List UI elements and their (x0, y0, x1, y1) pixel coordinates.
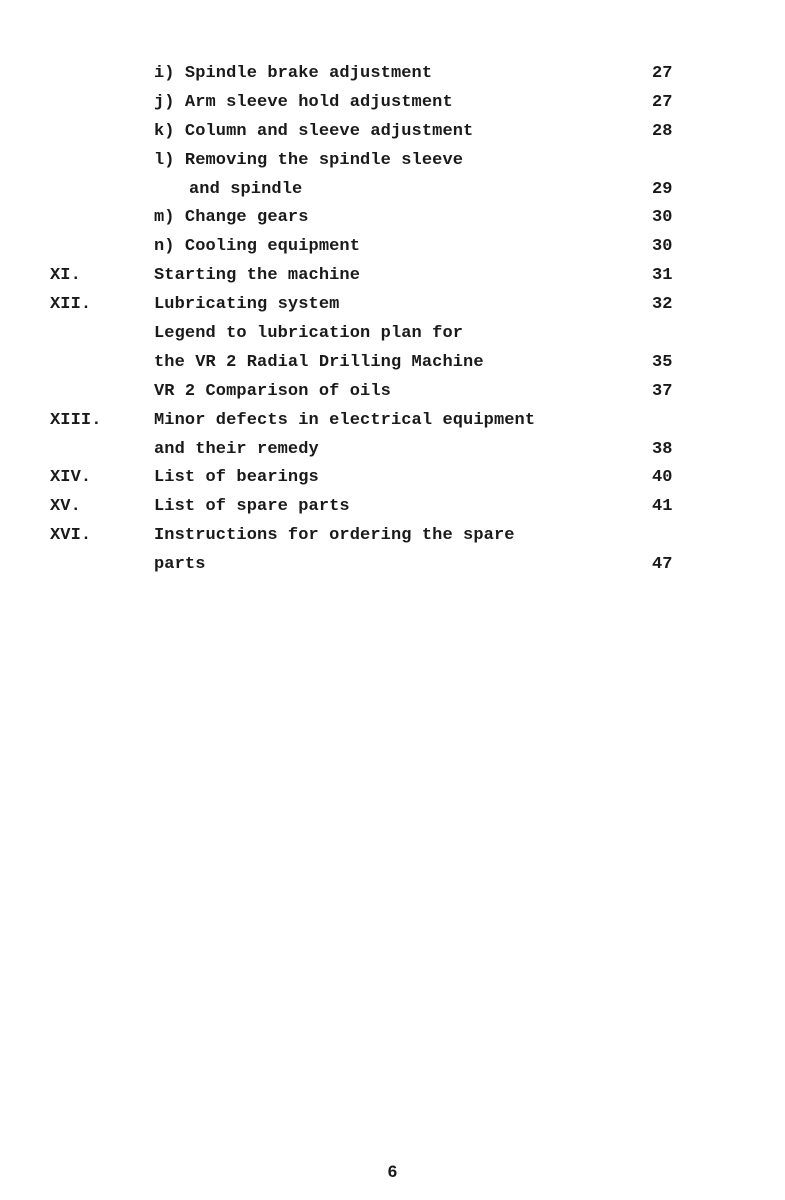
table-of-contents (0, 60, 785, 580)
toc-entry-page: 47 (652, 555, 673, 575)
toc-entry-page: 41 (652, 497, 673, 517)
toc-entry-page: 32 (652, 295, 673, 315)
toc-entry-title: Lubricating system (154, 295, 340, 315)
toc-entry (0, 262, 785, 291)
toc-entry-page: 29 (652, 179, 673, 199)
toc-entry (0, 407, 785, 436)
toc-entry (0, 60, 785, 89)
toc-entry (0, 147, 785, 176)
toc-entry-title: List of spare parts (154, 497, 350, 517)
page-number: 6 (387, 1162, 398, 1181)
toc-entry-page: 35 (652, 352, 673, 372)
toc-entry-page: 30 (652, 237, 673, 257)
toc-entry (0, 320, 785, 349)
toc-entry-number: XVI. (50, 526, 92, 546)
toc-entry-title: and spindle (189, 179, 303, 199)
toc-entry-title: n) Cooling equipment (154, 237, 361, 257)
toc-entry-page: 38 (652, 439, 673, 459)
toc-entry-title: k) Column and sleeve adjustment (154, 121, 474, 141)
toc-entry-title: Instructions for ordering the spare (154, 526, 515, 546)
toc-entry-page: 37 (652, 381, 673, 401)
toc-entry (0, 378, 785, 407)
toc-entry (0, 233, 785, 262)
toc-entry-title: Legend to lubrication plan for (154, 324, 464, 344)
toc-entry (0, 436, 785, 465)
toc-entry-page: 40 (652, 468, 673, 488)
toc-entry (0, 176, 785, 205)
toc-entry-title: and their remedy (154, 439, 319, 459)
toc-entry-title: VR 2 Comparison of oils (154, 381, 391, 401)
toc-entry-number: XIV. (50, 468, 92, 488)
toc-entry (0, 204, 785, 233)
toc-entry-title: i) Spindle brake adjustment (154, 64, 433, 83)
toc-entry-number: XIII. (50, 410, 102, 430)
toc-entry (0, 349, 785, 378)
toc-entry (0, 522, 785, 551)
toc-entry (0, 291, 785, 320)
toc-entry-title: List of bearings (154, 468, 319, 488)
toc-entry (0, 118, 785, 147)
toc-entry-title: m) Change gears (154, 208, 309, 228)
toc-entry (0, 493, 785, 522)
toc-entry-number: XI. (50, 266, 81, 286)
toc-entry-title: the VR 2 Radial Drilling Machine (154, 352, 484, 372)
toc-entry-page: 28 (652, 121, 673, 141)
toc-entry (0, 464, 785, 493)
toc-entry-page: 27 (652, 92, 673, 112)
toc-entry-page: 30 (652, 208, 673, 228)
toc-entry-title: j) Arm sleeve hold adjustment (154, 92, 453, 112)
toc-entry-title: Starting the machine (154, 266, 361, 286)
toc-entry (0, 551, 785, 580)
toc-entry-title: l) Removing the spindle sleeve (154, 150, 464, 170)
toc-entry-page: 27 (652, 64, 673, 83)
toc-entry (0, 89, 785, 118)
toc-entry-page: 31 (652, 266, 673, 286)
toc-entry-title: parts (154, 555, 206, 575)
toc-entry-title: Minor defects in electrical equipment (154, 410, 536, 430)
toc-entry-number: XV. (50, 497, 81, 517)
toc-entry-number: XII. (50, 295, 92, 315)
